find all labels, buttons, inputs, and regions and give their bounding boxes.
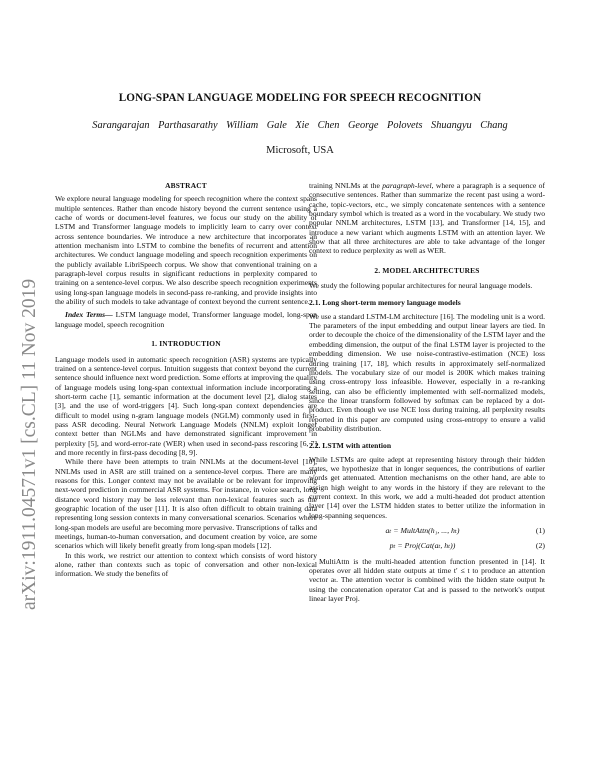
- model-architectures-heading: 2. MODEL ARCHITECTURES: [374, 265, 480, 275]
- lstm-lm-text: We use a standard LSTM-LM architecture [16]. The modeling unit is a word. The parameters of the input embedding and output linear layers are tied. In order to decouple the choice of the dimensionality of the LSTM layer and the embedding dimension, the output of the final LSTM layer is projected to the embedding dimension. We use noise-contrastive-estimation (NCE) loss during training [17, 18], which results in approximately self-normalized models. The vocabulary size of our model is 200K which makes training using cross-entropy loss infeasible. However, especially in a re-ranking setting, can also be efficiently implemented with self-normalized models, since the linear transform followed by softmax can be replaced by a dot-product. Even though we use NCE loss during training, all perplexity results reported in this paper are computed using cross-entropy to ensure a valid probability distribution.: [309, 311, 545, 433]
- left-column: [55, 181, 317, 579]
- equation-2: [309, 541, 545, 550]
- intro-continuation: [309, 181, 545, 256]
- after-equation-text: MultiAttn is the multi-headed attention function presented in [14]. It operates over all hidden state outputs at time t′ ≤ t to produce an attention vector aₜ. The attention vector is combined with the hidden state output hₜ using the concatenation operator Cat and is passed to the network's output linear layer Proj.: [309, 556, 545, 604]
- intro-cont-text-b: , where a paragraph is a sequence of consecutive sentences. Rather than summarize the recent past using a word-cache, topic-vectors, etc., we simply concatenate sentences with a sentence boundary symbol which is treated as a word in the vocabulary. We study two popular NNLM architectures, LSTM [13], and Transformer [14, 15], and introduce a new variant which augments LSTM with an attention layer. We show that all three architectures are able to take advantage of the longer context to reduce perplexity as well as WER.: [309, 181, 545, 256]
- arxiv-margin-stamp: [5, 200, 49, 620]
- affiliation: Microsoft, USA: [266, 145, 334, 156]
- intro-paragraph-1: Language models used in automatic speech recognition (ASR) systems are typically trained on a sentence-level corpus. Intuition suggests that context beyond the current sentence should influence next word prediction. Some efforts at improving the quality of language models using long-span contextual information include incorporating a short-term cache [1], semantic information at the document level [2], dialog states [3], and the use of word-triggers [4]. Such long-span context dependencies are difficult to model using n-gram language models (NGLM) commonly used in first-pass ASR decoding. Neural Network Language Models (NNLM) exploit longer context better than NGLMs and have demonstrated significant improvement in perplexity [5], and word-error-rate (WER) when used in second-pass rescoring [6, 7] and more recently in first-pass decoding [8, 9].: [55, 354, 317, 457]
- introduction-heading: 1. INTRODUCTION: [151, 339, 221, 349]
- intro-paragraph-2: While there have been attempts to train NNLMs at the document-level [10], NNLMs used in ASR are still trained on a sentence-level corpus. There are many reasons for this. Longer context may not be available or be relevant for improving next-word prediction in commercial ASR systems. For instance, in voice search, long distance word history may be less relevant than non-lexical features such as the geographic location of the user [11]. It is also often difficult to obtain training data representing long session contexts in many conversational scenarios. Scenarios where long-span models are useful are becoming more pervasive. Transcriptions of talks and meetings, human-to-human conversation, and document creation by voice, are some scenarios which will likely benefit greatly from long-span models [12].: [55, 457, 317, 551]
- right-column: [309, 181, 545, 603]
- intro-paragraph-3: In this work, we restrict our attention to context which consists of word history alone, rather than contexts such as topic of conversation and other non-lexical information. We study the benefits of: [55, 550, 317, 579]
- architectures-intro: We study the following popular architectures for neural language models.: [309, 281, 533, 291]
- lstm-attention-text: While LSTMs are quite adept at representing history through their hidden states, we hypothesize that in longer sequences, the contributions of earlier words get attenuated. Attention mechanisms on the other hand, are able to assign high weight to any words in the history if they are relevant to the current context. In this work, we add a multi-headed dot product attention layer [14] over the LSTM hidden states to better utilize the information in long-spanning sequences.: [309, 454, 545, 520]
- lstm-lm-heading: 2.1. Long short-term memory language models: [309, 298, 461, 308]
- abstract-heading: ABSTRACT: [165, 181, 207, 190]
- equation-2-body: pₜ = Proj(Cat(aₜ, hₜ)): [389, 541, 456, 551]
- equation-1: [309, 526, 545, 535]
- lstm-attention-heading: 2.2. LSTM with attention: [309, 441, 392, 451]
- arxiv-id-text: arXiv:1911.04571v1 [cs.CL] 11 Nov 2019: [19, 278, 40, 610]
- equation-1-body: aₜ = MultAttn(h₁, ..., hₜ): [385, 526, 460, 535]
- intro-cont-text-a: training NNLMs at the: [309, 181, 383, 190]
- intro-cont-emphasis: paragraph-level: [382, 181, 432, 190]
- equation-2-number: (2): [535, 541, 545, 551]
- equation-1-number: (1): [535, 526, 545, 535]
- index-terms-label: Index Terms—: [65, 310, 113, 320]
- index-terms-text: LSTM language model, Transformer language model, long-span language model, speech recognition: [55, 310, 317, 329]
- author-list: Sarangarajan Parthasarathy William Gale Xie Chen George Polovets Shuangyu Chang: [92, 120, 508, 131]
- index-terms: [55, 310, 317, 329]
- paper-title: LONG-SPAN LANGUAGE MODELING FOR SPEECH RECOGNITION: [118, 92, 482, 104]
- abstract-text: We explore neural language modeling for speech recognition where the context spans multiple sentences. Rather than encode history beyond the current sentence using a cache of words or document-level features, we focus our study on the ability of LSTM and Transformer language models to implicitly learn to carry over context across sentence boundaries. We introduce a new architecture that incorporates an attention mechanism into LSTM to combine the benefits of recurrent and attention architectures. We conduct language modeling and speech recognition experiments on the publicly available LibriSpeech corpus. We show that conventional training on a paragraph-level corpus results in significant reductions in perplexity compared to training on a sentence-level corpus. We also describe speech recognition experiments using long-span language models in second-pass re-ranking, and provide insights into the ability of such models to take advantage of context beyond the current sentence.: [55, 194, 317, 307]
